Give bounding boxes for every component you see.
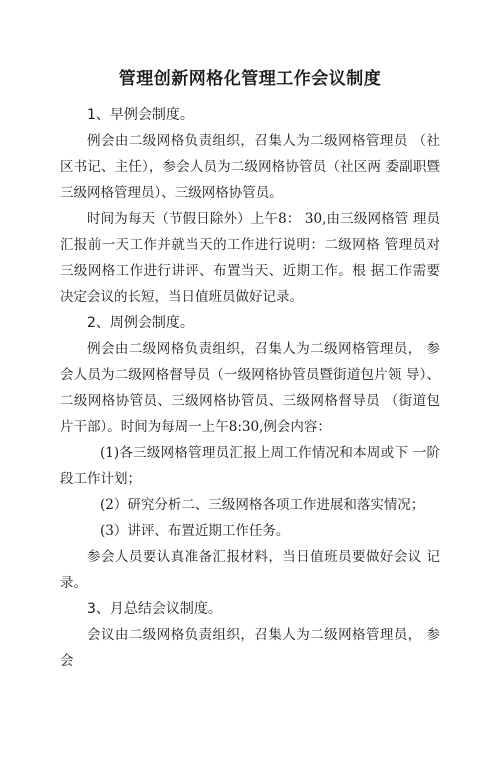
paragraph-morning-participants: 例会由二级网格负责组织，召集人为二级网格管理员 （社区书记、主任），参会人员为二级网格协管员（社区两 委副职暨三级网格管理员）、三级网格协管员。 (60, 133, 440, 201)
paragraph-weekly-notes: 参会人员要认真准备汇报材料，当日值班员要做好会议 记录。 (60, 549, 440, 591)
document-title: 管理创新网格化管理工作会议制度 (118, 69, 382, 89)
document-page (0, 66, 500, 773)
section-heading-morning: 1、早例会制度。 (87, 107, 194, 123)
paragraph-monthly-participants: 会议由二级网格负责组织，召集人为二级网格管理员， 参会 (60, 627, 440, 669)
list-item-weekly-2: (2）研究分析二、三级网格各项工作进展和落实情况； (100, 497, 425, 513)
paragraph-morning-schedule: 时间为每天（节假日除外）上午8： 30,由三级网格管 理员汇报前一天工作并就当天的工作进行说明：二级网格 管理员对三级网格工作进行讲评、布置当天、近期工作。根 据工作需要决定会议的长短，当日值班员做好记录。 (60, 211, 440, 305)
section-heading-weekly: 2、周例会制度。 (87, 315, 194, 331)
section-heading-monthly: 3、月总结会议制度。 (87, 601, 222, 617)
list-item-weekly-3: (3）讲评、布置近期工作任务。 (100, 523, 290, 539)
list-item-weekly-1: (1)各三级网格管理员汇报上周工作情况和本周或下 一阶段工作计划； (60, 445, 440, 487)
document-body (60, 102, 440, 674)
paragraph-weekly-participants: 例会由二级网格负责组织，召集人为二级网格管理员， 参会人员为二级网格督导员（一级网格协管员暨街道包片领 导）、二级网格协管员、三级网格协管员、三级网格督导员 （街道包片干部）。时间为每周一上午8:30,例会内容： (60, 341, 440, 435)
